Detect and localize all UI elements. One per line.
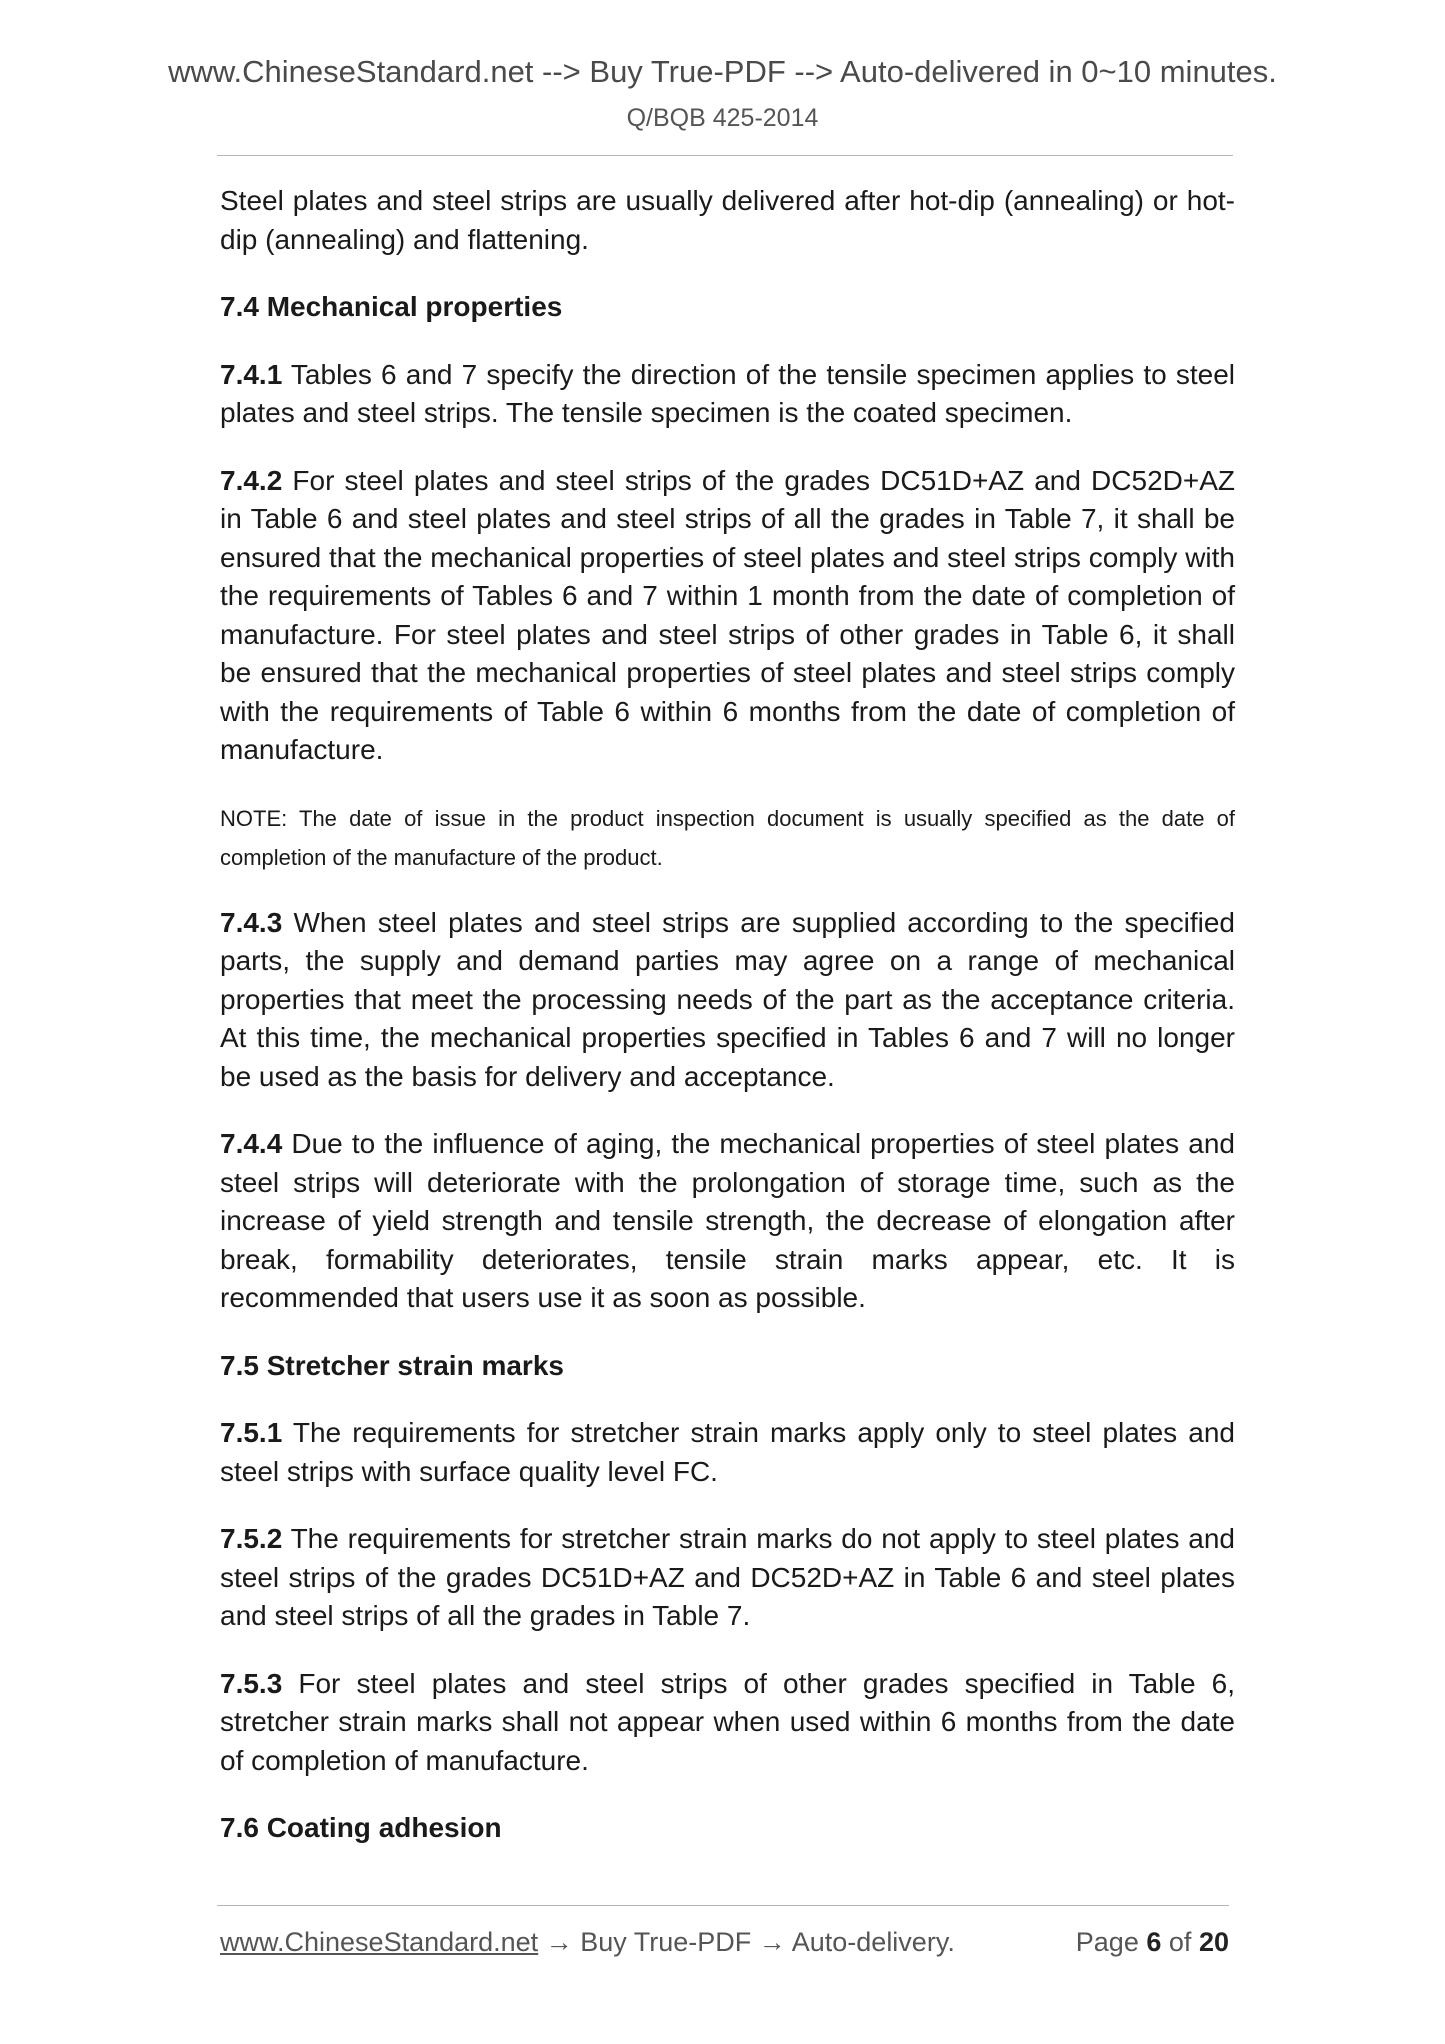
document-id: Q/BQB 425-2014 xyxy=(626,104,819,132)
page-label: Page xyxy=(1075,1927,1139,1957)
clause-number: 7.4.1 xyxy=(220,358,283,390)
clause-7-5-1 xyxy=(220,1414,1235,1491)
clause-text: The requirements for stretcher strain marks apply only to steel plates and steel strips with surface quality level FC. xyxy=(220,1417,1235,1487)
clause-7-5-3 xyxy=(220,1665,1235,1781)
clause-text: When steel plates and steel strips are supplied according to the specified parts, the supply and demand parties may agree on a range of mechanical properties that meet the processing needs of the part as the acceptance criteria. At this time, the mechanical properties specified in Tables 6 and 7 will no longer be used as the basis for delivery and acceptance. xyxy=(220,906,1235,1092)
header-banner: www.ChineseStandard.net --> Buy True-PDF --> Auto-delivered in 0~10 minutes. xyxy=(168,54,1277,89)
note-paragraph: NOTE: The date of issue in the product inspection document is usually specified as the date of completion of the manufacture of the product. xyxy=(220,805,1235,870)
clause-number: 7.4.2 xyxy=(220,464,283,496)
page-total: 20 xyxy=(1198,1927,1229,1957)
clause-7-4-3 xyxy=(220,904,1235,1097)
page-indicator xyxy=(1076,1925,1229,1959)
clause-7-4-2 xyxy=(220,462,1235,770)
clause-text: For steel plates and steel strips of the grades DC51D+AZ and DC52D+AZ in Table 6 and steel plates and steel strips of all the grades in Table 7, it shall be ensured that the mechanical properties of steel plates and steel strips comply with the requirements of Tables 6 and 7 within 1 month from the date of completion of manufacture. For steel plates and steel strips of other grades in Table 6, it shall be ensured that the mechanical properties of steel plates and steel strips comply with the requirements of Table 6 within 6 months from the date of completion of manufacture. xyxy=(220,464,1235,765)
footer-tagline: → Buy True-PDF → Auto-delivery. xyxy=(538,1927,955,1957)
clause-7-4-4 xyxy=(220,1125,1235,1318)
clause-number: 7.4.3 xyxy=(220,906,283,938)
section-heading-7-5: 7.5 Stretcher strain marks xyxy=(220,1349,564,1381)
page-current: 6 xyxy=(1146,1927,1162,1957)
clause-number: 7.5.2 xyxy=(220,1523,283,1554)
clause-7-5-2 xyxy=(220,1520,1235,1636)
header-divider xyxy=(217,155,1233,156)
clause-text: For steel plates and steel strips of other grades specified in Table 6, stretcher strain marks shall not appear when used within 6 months from the date of completion of manufacture. xyxy=(220,1667,1235,1776)
footer-site-link[interactable]: www.ChineseStandard.net xyxy=(220,1927,539,1957)
section-heading-7-4: 7.4 Mechanical properties xyxy=(220,291,563,322)
clause-number: 7.5.3 xyxy=(220,1667,283,1699)
clause-text: Tables 6 and 7 specify the direction of the tensile specimen applies to steel plates and steel strips. The tensile specimen is the coated specimen. xyxy=(220,358,1235,428)
clause-7-4-1 xyxy=(220,356,1235,433)
clause-text: The requirements for stretcher strain marks do not apply to steel plates and steel strips of the grades DC51D+AZ and DC52D+AZ in Table 6 and steel plates and steel strips of all the grades in Table 7. xyxy=(220,1523,1235,1631)
document-body xyxy=(220,182,1235,1877)
clause-text: Due to the influence of aging, the mechanical properties of steel plates and steel strips will deteriorate with the prolongation of storage time, such as the increase of yield strength and tensile strength, the decrease of elongation after break, formability deteriorates, tensile strain marks appear, etc. It is recommended that users use it as soon as possible. xyxy=(220,1128,1235,1313)
page-footer xyxy=(220,1925,1229,1959)
clause-number: 7.4.4 xyxy=(220,1128,283,1159)
section-heading-7-6: 7.6 Coating adhesion xyxy=(220,1812,502,1843)
footer-divider xyxy=(217,1905,1229,1906)
page-of: of xyxy=(1168,1927,1192,1957)
intro-paragraph: Steel plates and steel strips are usually delivered after hot-dip (annealing) or hot-dip (annealing) and flattening. xyxy=(220,185,1235,255)
clause-number: 7.5.1 xyxy=(220,1417,283,1448)
